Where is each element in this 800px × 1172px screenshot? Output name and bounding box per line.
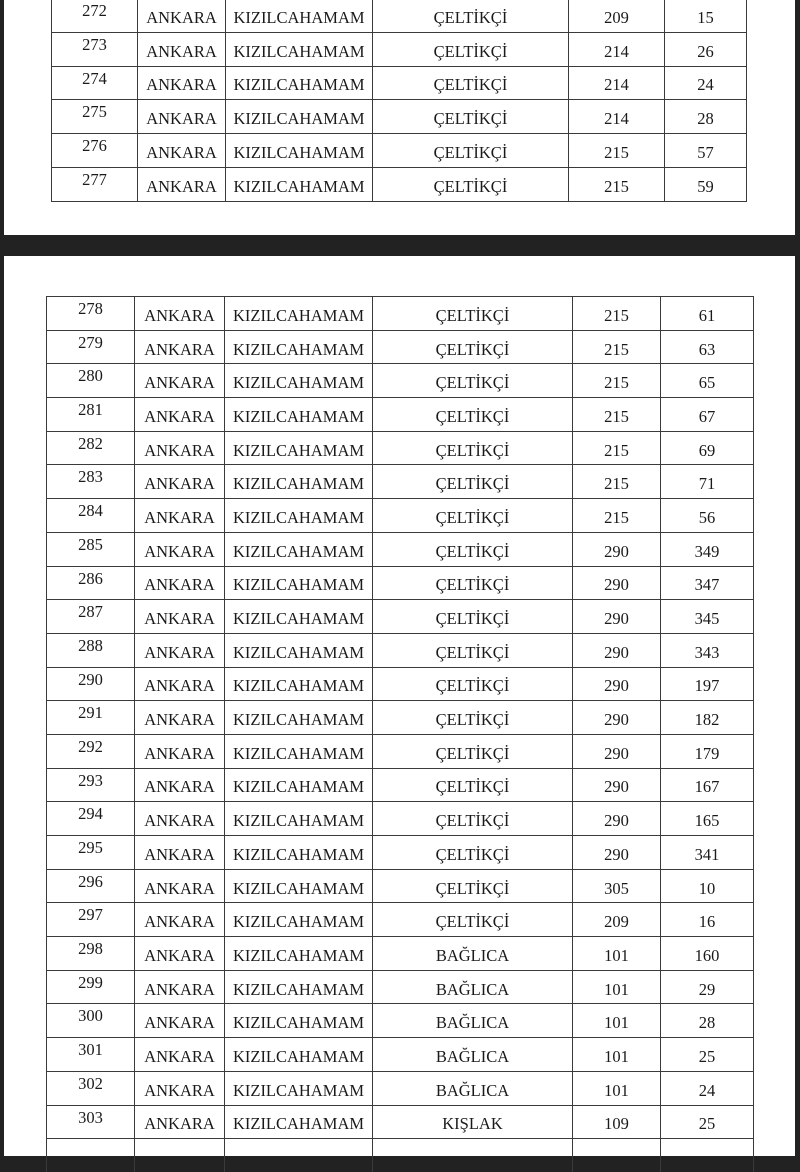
neighborhood-cell: BAĞLICA	[373, 1071, 573, 1105]
block-number-cell: 215	[573, 499, 661, 533]
block-number-cell: 290	[573, 566, 661, 600]
province-cell: ANKARA	[135, 869, 225, 903]
district-cell: KIZILCAHAMAM	[225, 1071, 373, 1105]
province-cell: ANKARA	[135, 667, 225, 701]
district-cell: KIZILCAHAMAM	[225, 903, 373, 937]
block-number-cell: 101	[573, 1038, 661, 1072]
district-cell: KIZILCAHAMAM	[226, 32, 373, 66]
table-row-partial	[47, 1139, 754, 1172]
neighborhood-cell: ÇELTİKÇİ	[373, 134, 569, 168]
province-cell: ANKARA	[135, 465, 225, 499]
parcel-number-cell: 165	[661, 802, 754, 836]
neighborhood-cell: ÇELTİKÇİ	[373, 734, 573, 768]
province-cell: ANKARA	[135, 1004, 225, 1038]
neighborhood-cell: ÇELTİKÇİ	[373, 364, 573, 398]
neighborhood-cell: ÇELTİKÇİ	[373, 167, 569, 201]
block-number-cell: 101	[573, 937, 661, 971]
block-number-cell: 215	[573, 297, 661, 331]
province-cell: ANKARA	[135, 364, 225, 398]
district-cell: KIZILCAHAMAM	[225, 802, 373, 836]
row-number-cell: 281	[47, 398, 135, 432]
block-number-cell: 290	[573, 836, 661, 870]
neighborhood-cell: ÇELTİKÇİ	[373, 566, 573, 600]
block-number-cell: 290	[573, 768, 661, 802]
table-row	[47, 465, 754, 499]
block-number-cell: 215	[569, 167, 665, 201]
table-row	[47, 734, 754, 768]
province-cell: ANKARA	[138, 32, 226, 66]
neighborhood-cell: ÇELTİKÇİ	[373, 903, 573, 937]
neighborhood-cell: KIŞLAK	[373, 1105, 573, 1139]
neighborhood-cell: ÇELTİKÇİ	[373, 600, 573, 634]
parcel-number-cell: 345	[661, 600, 754, 634]
district-cell: KIZILCAHAMAM	[226, 66, 373, 100]
parcel-number-cell: 65	[661, 364, 754, 398]
table-row	[47, 667, 754, 701]
parcel-table-page-1	[51, 0, 747, 202]
district-cell: KIZILCAHAMAM	[225, 499, 373, 533]
block-number-cell: 290	[573, 667, 661, 701]
empty-cell	[573, 1139, 661, 1172]
row-number-cell: 273	[52, 32, 138, 66]
parcel-number-cell: 63	[661, 330, 754, 364]
empty-cell	[47, 1139, 135, 1172]
district-cell: KIZILCAHAMAM	[225, 734, 373, 768]
table-row	[47, 330, 754, 364]
block-number-cell: 101	[573, 1071, 661, 1105]
block-number-cell: 214	[569, 66, 665, 100]
district-cell: KIZILCAHAMAM	[225, 532, 373, 566]
neighborhood-cell: ÇELTİKÇİ	[373, 32, 569, 66]
table-row	[47, 633, 754, 667]
district-cell: KIZILCAHAMAM	[225, 330, 373, 364]
parcel-number-cell: 349	[661, 532, 754, 566]
block-number-cell: 290	[573, 633, 661, 667]
block-number-cell: 101	[573, 1004, 661, 1038]
parcel-number-cell: 182	[661, 701, 754, 735]
neighborhood-cell: ÇELTİKÇİ	[373, 836, 573, 870]
district-cell: KIZILCAHAMAM	[225, 566, 373, 600]
district-cell: KIZILCAHAMAM	[225, 1038, 373, 1072]
parcel-number-cell: 56	[661, 499, 754, 533]
row-number-cell: 301	[47, 1038, 135, 1072]
table-row	[52, 167, 747, 201]
neighborhood-cell: ÇELTİKÇİ	[373, 667, 573, 701]
row-number-cell: 303	[47, 1105, 135, 1139]
province-cell: ANKARA	[138, 66, 226, 100]
row-number-cell: 277	[52, 167, 138, 201]
parcel-number-cell: 29	[661, 970, 754, 1004]
province-cell: ANKARA	[135, 431, 225, 465]
parcel-number-cell: 67	[661, 398, 754, 432]
block-number-cell: 290	[573, 802, 661, 836]
table-row	[47, 802, 754, 836]
empty-cell	[373, 1139, 573, 1172]
neighborhood-cell: ÇELTİKÇİ	[373, 0, 569, 32]
neighborhood-cell: ÇELTİKÇİ	[373, 701, 573, 735]
row-number-cell: 291	[47, 701, 135, 735]
province-cell: ANKARA	[138, 100, 226, 134]
block-number-cell: 290	[573, 734, 661, 768]
district-cell: KIZILCAHAMAM	[225, 465, 373, 499]
neighborhood-cell: ÇELTİKÇİ	[373, 465, 573, 499]
table-row	[52, 32, 747, 66]
block-number-cell: 214	[569, 32, 665, 66]
parcel-number-cell: 59	[665, 167, 747, 201]
district-cell: KIZILCAHAMAM	[225, 768, 373, 802]
row-number-cell: 278	[47, 297, 135, 331]
table-row	[47, 398, 754, 432]
parcel-number-cell: 25	[661, 1038, 754, 1072]
block-number-cell: 215	[573, 398, 661, 432]
parcel-number-cell: 167	[661, 768, 754, 802]
district-cell: KIZILCAHAMAM	[225, 970, 373, 1004]
province-cell: ANKARA	[135, 600, 225, 634]
neighborhood-cell: ÇELTİKÇİ	[373, 431, 573, 465]
empty-cell	[135, 1139, 225, 1172]
row-number-cell: 295	[47, 836, 135, 870]
block-number-cell: 215	[573, 431, 661, 465]
row-number-cell: 282	[47, 431, 135, 465]
table-row	[47, 903, 754, 937]
row-number-cell: 279	[47, 330, 135, 364]
parcel-number-cell: 160	[661, 937, 754, 971]
block-number-cell: 290	[573, 701, 661, 735]
block-number-cell: 209	[573, 903, 661, 937]
parcel-number-cell: 28	[661, 1004, 754, 1038]
district-cell: KIZILCAHAMAM	[225, 398, 373, 432]
neighborhood-cell: ÇELTİKÇİ	[373, 66, 569, 100]
parcel-number-cell: 28	[665, 100, 747, 134]
district-cell: KIZILCAHAMAM	[225, 633, 373, 667]
province-cell: ANKARA	[138, 134, 226, 168]
parcel-number-cell: 24	[665, 66, 747, 100]
neighborhood-cell: ÇELTİKÇİ	[373, 768, 573, 802]
district-cell: KIZILCAHAMAM	[225, 667, 373, 701]
district-cell: KIZILCAHAMAM	[226, 134, 373, 168]
parcel-number-cell: 197	[661, 667, 754, 701]
table-row	[47, 1038, 754, 1072]
table-row	[47, 701, 754, 735]
province-cell: ANKARA	[135, 633, 225, 667]
province-cell: ANKARA	[135, 297, 225, 331]
table-row	[47, 431, 754, 465]
parcel-number-cell: 16	[661, 903, 754, 937]
row-number-cell: 272	[52, 0, 138, 32]
district-cell: KIZILCAHAMAM	[226, 167, 373, 201]
parcel-number-cell: 15	[665, 0, 747, 32]
row-number-cell: 285	[47, 532, 135, 566]
row-number-cell: 286	[47, 566, 135, 600]
row-number-cell: 297	[47, 903, 135, 937]
parcel-number-cell: 71	[661, 465, 754, 499]
province-cell: ANKARA	[135, 398, 225, 432]
row-number-cell: 284	[47, 499, 135, 533]
table-row	[47, 836, 754, 870]
neighborhood-cell: ÇELTİKÇİ	[373, 499, 573, 533]
parcel-number-cell: 26	[665, 32, 747, 66]
row-number-cell: 296	[47, 869, 135, 903]
parcel-number-cell: 343	[661, 633, 754, 667]
parcel-number-cell: 69	[661, 431, 754, 465]
province-cell: ANKARA	[135, 566, 225, 600]
table-row	[47, 1004, 754, 1038]
table-row	[47, 297, 754, 331]
block-number-cell: 305	[573, 869, 661, 903]
neighborhood-cell: ÇELTİKÇİ	[373, 297, 573, 331]
block-number-cell: 101	[573, 970, 661, 1004]
province-cell: ANKARA	[138, 0, 226, 32]
empty-cell	[225, 1139, 373, 1172]
district-cell: KIZILCAHAMAM	[226, 100, 373, 134]
province-cell: ANKARA	[135, 836, 225, 870]
table-row	[47, 869, 754, 903]
block-number-cell: 215	[573, 364, 661, 398]
parcel-table-page-2	[46, 296, 754, 1172]
table-row	[47, 1105, 754, 1139]
parcel-number-cell: 24	[661, 1071, 754, 1105]
province-cell: ANKARA	[135, 1071, 225, 1105]
neighborhood-cell: ÇELTİKÇİ	[373, 633, 573, 667]
table-row	[47, 768, 754, 802]
block-number-cell: 109	[573, 1105, 661, 1139]
parcel-number-cell: 57	[665, 134, 747, 168]
row-number-cell: 287	[47, 600, 135, 634]
district-cell: KIZILCAHAMAM	[225, 1105, 373, 1139]
neighborhood-cell: ÇELTİKÇİ	[373, 802, 573, 836]
table-row	[47, 499, 754, 533]
district-cell: KIZILCAHAMAM	[226, 0, 373, 32]
neighborhood-cell: ÇELTİKÇİ	[373, 532, 573, 566]
table-row	[47, 364, 754, 398]
province-cell: ANKARA	[135, 330, 225, 364]
province-cell: ANKARA	[135, 532, 225, 566]
block-number-cell: 215	[573, 465, 661, 499]
row-number-cell: 280	[47, 364, 135, 398]
row-number-cell: 302	[47, 1071, 135, 1105]
document-page-2	[4, 256, 795, 1156]
parcel-number-cell: 179	[661, 734, 754, 768]
table-row	[52, 100, 747, 134]
table-row	[52, 66, 747, 100]
table-row	[52, 0, 747, 32]
table-row	[47, 937, 754, 971]
table-row	[47, 1071, 754, 1105]
district-cell: KIZILCAHAMAM	[225, 937, 373, 971]
province-cell: ANKARA	[135, 499, 225, 533]
neighborhood-cell: BAĞLICA	[373, 1038, 573, 1072]
row-number-cell: 283	[47, 465, 135, 499]
province-cell: ANKARA	[135, 1038, 225, 1072]
district-cell: KIZILCAHAMAM	[225, 1004, 373, 1038]
row-number-cell: 299	[47, 970, 135, 1004]
province-cell: ANKARA	[135, 903, 225, 937]
row-number-cell: 292	[47, 734, 135, 768]
neighborhood-cell: BAĞLICA	[373, 937, 573, 971]
neighborhood-cell: BAĞLICA	[373, 970, 573, 1004]
district-cell: KIZILCAHAMAM	[225, 364, 373, 398]
row-number-cell: 300	[47, 1004, 135, 1038]
table-row	[52, 134, 747, 168]
parcel-number-cell: 61	[661, 297, 754, 331]
parcel-number-cell: 347	[661, 566, 754, 600]
neighborhood-cell: ÇELTİKÇİ	[373, 398, 573, 432]
district-cell: KIZILCAHAMAM	[225, 297, 373, 331]
province-cell: ANKARA	[135, 734, 225, 768]
province-cell: ANKARA	[135, 768, 225, 802]
neighborhood-cell: BAĞLICA	[373, 1004, 573, 1038]
row-number-cell: 274	[52, 66, 138, 100]
province-cell: ANKARA	[135, 802, 225, 836]
table-row	[47, 532, 754, 566]
row-number-cell: 298	[47, 937, 135, 971]
table-row	[47, 600, 754, 634]
parcel-number-cell: 25	[661, 1105, 754, 1139]
province-cell: ANKARA	[135, 701, 225, 735]
row-number-cell: 288	[47, 633, 135, 667]
document-page-1	[4, 0, 795, 235]
row-number-cell: 294	[47, 802, 135, 836]
row-number-cell: 275	[52, 100, 138, 134]
neighborhood-cell: ÇELTİKÇİ	[373, 330, 573, 364]
table-row	[47, 566, 754, 600]
province-cell: ANKARA	[135, 1105, 225, 1139]
row-number-cell: 290	[47, 667, 135, 701]
block-number-cell: 214	[569, 100, 665, 134]
block-number-cell: 290	[573, 532, 661, 566]
district-cell: KIZILCAHAMAM	[225, 600, 373, 634]
block-number-cell: 215	[569, 134, 665, 168]
block-number-cell: 215	[573, 330, 661, 364]
parcel-number-cell: 10	[661, 869, 754, 903]
neighborhood-cell: ÇELTİKÇİ	[373, 869, 573, 903]
district-cell: KIZILCAHAMAM	[225, 701, 373, 735]
province-cell: ANKARA	[135, 970, 225, 1004]
empty-cell	[661, 1139, 754, 1172]
block-number-cell: 209	[569, 0, 665, 32]
block-number-cell: 290	[573, 600, 661, 634]
table-row	[47, 970, 754, 1004]
row-number-cell: 276	[52, 134, 138, 168]
province-cell: ANKARA	[135, 937, 225, 971]
province-cell: ANKARA	[138, 167, 226, 201]
district-cell: KIZILCAHAMAM	[225, 836, 373, 870]
district-cell: KIZILCAHAMAM	[225, 869, 373, 903]
row-number-cell: 293	[47, 768, 135, 802]
parcel-number-cell: 341	[661, 836, 754, 870]
neighborhood-cell: ÇELTİKÇİ	[373, 100, 569, 134]
district-cell: KIZILCAHAMAM	[225, 431, 373, 465]
